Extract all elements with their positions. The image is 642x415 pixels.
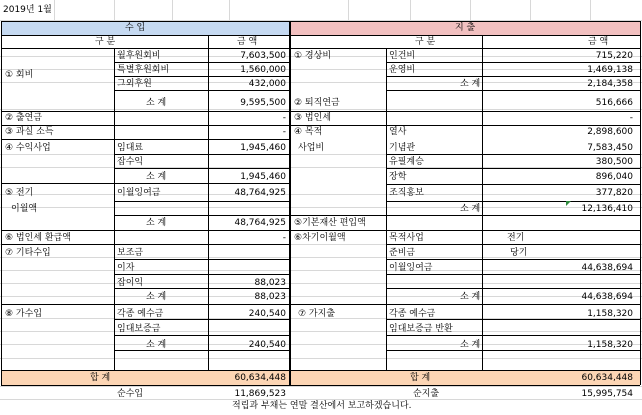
next-carry-item-note: 당기 [510,248,528,258]
net-income: 11,869,523 [234,389,286,399]
operating-item-amount: 1,469,138 [587,65,633,75]
temp-receipt-item-name: 각종 예수금 [117,309,164,319]
carryover-item-name: 이월잉여금 [117,188,161,198]
business-subtotal-label: 소 계 [146,172,167,182]
base-asset-label: ⑤기본재산 편입액 [294,218,366,228]
income-amount-header: 금 액 [237,37,258,47]
purpose-subtotal-label: 소 계 [460,204,481,214]
operating-item-name: 인건비 [389,51,416,61]
operating-item-name: 운영비 [389,65,416,75]
other-item-name: 보조금 [117,248,144,258]
corp-tax-refund-amount: - [282,233,286,243]
carryover-label: ⑤ 전기 [5,188,34,198]
expense-category-header: 구 분 [415,37,436,47]
dues-subtotal-label: 소 계 [146,98,167,108]
dues-subtotal: 9,595,500 [240,98,286,108]
purpose-label: ④ 목적 [294,127,323,137]
purpose-label-2: 사업비 [298,143,325,153]
operating-label: ① 경상비 [294,51,332,61]
net-income-label: 순수입 [117,389,144,399]
other-subtotal: 88,023 [254,292,286,302]
temp-receipt-subtotal-label: 소 계 [146,340,167,350]
other-subtotal-label: 소 계 [146,292,167,302]
severance-amount: 516,666 [595,98,633,108]
next-carry-item-name: 준비금 [389,248,416,258]
expense-total: 60,634,448 [581,373,633,383]
temp-receipt-subtotal: 240,540 [248,340,286,350]
purpose-item-amount: 896,040 [595,172,633,182]
expense-amount-header: 금 액 [588,37,609,47]
purpose-item-amount: 377,820 [595,188,633,198]
purpose-item-name: 조직홍보 [389,188,424,198]
cost-income-amount: - [282,127,286,137]
net-expense: 15,995,754 [581,389,633,399]
dues-item-amount: 7,603,500 [240,51,286,61]
severance-label: ② 퇴직연금 [294,98,340,108]
expense-header: 지 출 [455,23,476,33]
carryover-item-amount: 48,764,925 [234,188,286,198]
other-income-label: ⑦ 기타수입 [5,248,51,258]
purpose-item-name: 장학 [389,172,407,182]
expense-total-label: 합 계 [410,373,431,383]
next-carry-label: ⑥차기이월액 [294,233,346,243]
purpose-subtotal: 12,136,410 [581,204,633,214]
other-item-name: 이자 [117,263,135,273]
purpose-item-amount: 7,583,450 [587,143,633,153]
temp-receipt-label: ⑧ 가수입 [5,309,43,319]
next-carry-item-name: 목적사업 [389,233,424,243]
next-carry-item-name: 이월잉여금 [389,263,433,273]
income-total-label: 합 계 [90,373,111,383]
other-item-amount: 88,023 [254,278,286,288]
operating-item-amount: 715,220 [595,51,633,61]
cell-note-marker [566,201,571,206]
dues-item-amount: 432,000 [248,79,286,89]
other-item-name: 잡이익 [117,278,144,288]
income-total: 60,634,448 [234,373,286,383]
temp-payment-subtotal-label: 소 계 [460,340,481,350]
dues-item-name: 월후원회비 [117,51,161,61]
corp-tax-label: ③ 법인세 [294,113,332,123]
next-carry-subtotal: 44,638,694 [581,292,633,302]
footnote: 적립과 부채는 연말 결산에서 보고하겠습니다. [232,401,412,411]
net-expense-label: 순지출 [413,389,440,399]
purpose-item-name: 유필계승 [389,157,424,167]
contribution-amount: - [282,113,286,123]
next-carry-item-amount: 44,638,694 [581,263,633,273]
corp-tax-amount: - [629,113,633,123]
temp-payment-item-amount: 1,158,320 [587,309,633,319]
cost-income-label: ③ 과실 소득 [5,127,54,137]
operating-subtotal-label: 소 계 [460,79,481,89]
operating-subtotal: 2,184,358 [587,79,633,89]
purpose-item-amount: 2,898,600 [587,127,633,137]
business-item-name: 잡수익 [117,157,144,167]
dues-item-name: 특별후원회비 [117,65,170,75]
carryover-subtotal-label: 소 계 [146,218,167,228]
temp-payment-item-name: 각종 예수금 [389,309,436,319]
dues-label: ① 회비 [5,70,34,80]
business-item-name: 임대료 [117,143,144,153]
temp-payment-label: ⑦ 가지출 [298,309,336,319]
temp-receipt-item-amount: 240,540 [248,309,286,319]
business-item-amount: 1,945,460 [240,143,286,153]
dues-item-amount: 1,560,000 [240,65,286,75]
temp-payment-item-name: 임대보증금 반환 [389,324,453,334]
corp-tax-refund-label: ⑥ 법인세 환급액 [5,233,71,243]
carryover-label-2: 이월액 [11,204,38,214]
page-title: 2019년 1월 [3,5,52,15]
next-carry-item-note: 전기 [507,233,525,243]
business-label: ④ 수익사업 [5,143,51,153]
business-subtotal: 1,945,460 [240,172,286,182]
purpose-item-name: 기념관 [389,143,416,153]
purpose-item-amount: 380,500 [595,157,633,167]
temp-payment-subtotal: 1,158,320 [587,340,633,350]
next-carry-subtotal-label: 소 계 [460,292,481,302]
purpose-item-name: 열사 [389,127,407,137]
temp-receipt-item-name: 임대보증금 [117,324,161,334]
dues-item-name: 그외후원 [117,79,152,89]
contribution-label: ② 출연금 [5,113,43,123]
income-category-header: 구 분 [95,37,116,47]
carryover-subtotal: 48,764,925 [234,218,286,228]
income-header: 수 입 [125,23,146,33]
